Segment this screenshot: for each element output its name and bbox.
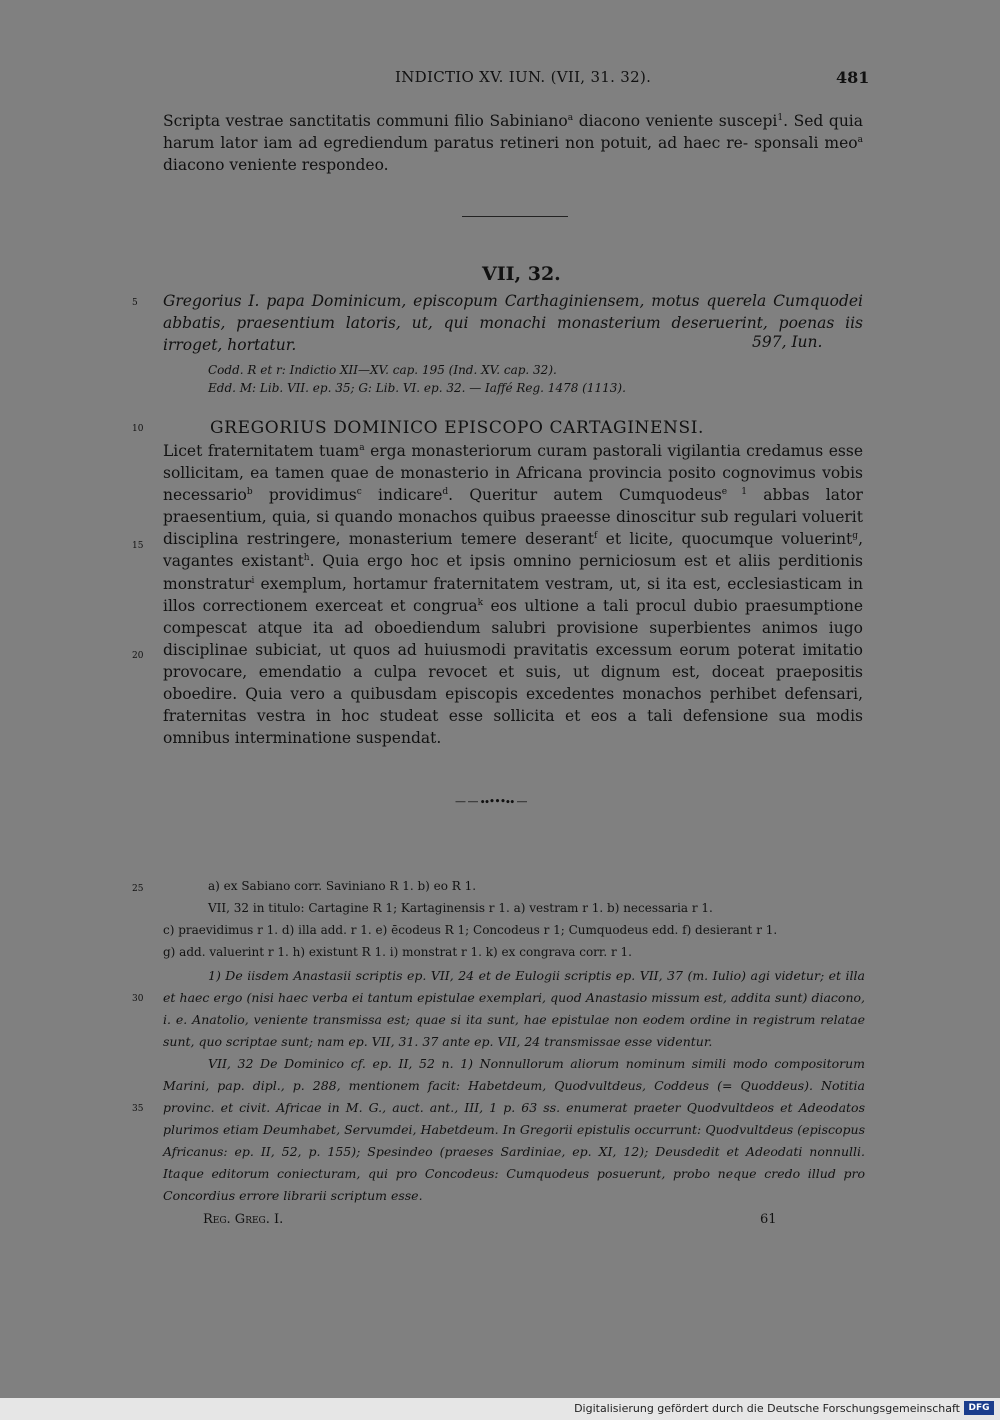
footnote-marker: k [477,597,484,608]
body-segment: exemplum, hortamur fraternitatem vestram, ut, si ita est, ecclesiasticam in illos correctionem exerceat et congrua [163,574,863,615]
letter-address: GREGORIUS DOMINICO EPISCOPO CARTAGINENSI. [210,418,705,438]
body-segment: Licet fraternitatem tuam [163,442,360,460]
footnote-marker: e 1 [721,487,748,498]
letter-number: VII, 32. [482,263,561,285]
line-number: 35 [132,1104,144,1114]
line-number: 10 [132,424,144,434]
body-segment: providimus [252,486,357,505]
prev-line1b: diacono veniente suscepi [578,112,778,130]
footnote-marker: i [251,575,255,586]
apparatus-line: g) add. valuerint r 1. h) existunt R 1. i) monstrat r 1. k) ex congrava corr. r 1. [163,945,632,959]
apparatus-line: VII, 32 in titulo: Cartagine R 1; Kartaginensis r 1. a) vestram r 1. b) necessaria r 1. [208,901,713,915]
line-number: 5 [132,298,138,308]
body-segment: et licite, quocumque voluerint [597,530,853,549]
historical-notes [163,965,865,1207]
footnote-marker: a [567,112,574,123]
note-2: VII, 32 De Dominico cf. ep. II, 52 n. 1) Nonnullorum aliorum nominum simili modo compositorum Marini, pap. dipl., p. 288, mentionem facit: Habetdeum, Quodvultdeus, Coddeus (= Quoddeus). Notitia provinc. et civit. Africae in M. G., auct. ant., III, 1 p. 63 ss. enumerat praeter Quodvultdeos et Adeodatos plurimos etiam Deumhabet, Servumdei, Habetdeum. In Gregorii epistulis occurrunt: Quodvultdeus (episcopus Africanus: ep. II, 52, p. 155); Spesindeo (praeses Sardiniae, ep. XI, 12); Deusdedit et Adeodati nonnulli. Itaque editorum coniecturam, qui pro Concodeus: Cumquodeus posuerunt, probo neque credo illud pro Concordius errore librarii scriptum esse. [163,1056,865,1203]
line-number: 20 [132,651,144,661]
body-segment: . Queritur autem Cumquodeus [448,486,722,505]
signature-right: 61 [760,1212,777,1227]
apparatus-line: c) praevidimus r 1. d) illa add. r 1. e) ēcodeus R 1; Concodeus r 1; Cumquodeus edd. f) desierant r 1. [163,923,778,937]
page-number: 481 [836,68,870,87]
footnote-marker: g [852,531,859,542]
body-segment: erga monasteriorum curam pastorali vigilantia credamus esse sollicitam, ea tamen quae de monasterio in Africana provincia posito cognovimus vobis necessario [163,442,864,505]
prev-line3a: sponsali meo [754,134,858,152]
prev-line1: Scripta vestrae sanctitatis communi filio Sabiniano [163,112,568,130]
footnote-marker: a [359,442,365,453]
body-segment: , vagantes existant [163,530,863,571]
body-segment: . Quia ergo hoc et ipsis omnino perniciosum est et aliis perditionis monstratur [163,552,863,593]
apparatus-line: a) ex Sabiano corr. Saviniano R 1. b) eo R 1. [208,879,477,893]
footnote-marker: d [442,487,449,498]
line-number: 25 [132,884,144,894]
footnote-marker: c [356,487,362,498]
running-title: INDICTIO XV. IUN. (VII, 31. 32). [395,68,652,86]
footnote-marker: b [246,487,253,498]
footnote-marker: h [303,553,310,564]
line-number: 15 [132,541,144,551]
section-divider [462,216,568,217]
line-number: 30 [132,994,144,1004]
body-segment: abbas lator praesentium, quia, si quando monachos quibus praeesse dinoscitur sub regulari voluerit disciplina restringere, monasterium temere deserant [163,486,863,549]
critical-apparatus [163,875,865,963]
footer-credit: Digitalisierung gefördert durch die Deutsche Forschungsgemeinschaft [574,1402,960,1415]
signature-left: Reg. Greg. I. [203,1212,284,1227]
footnote-marker: 1 [777,112,784,123]
dfg-logo: DFG [964,1401,994,1415]
letter-date: 597, Iun. [752,333,823,351]
editions-line: Edd. M: Lib. VII. ep. 35; G: Lib. VI. ep. 32. — Iaffé Reg. 1478 (1113). [208,381,626,395]
ornament-divider: — — ∙∙•••∙∙ — [455,795,527,808]
footer-bar [0,1398,1000,1420]
prev-line3b: diacono veniente respondeo. [163,156,389,174]
previous-letter-ending: Scripta vestrae sanctitatis communi filio Sabiniano$^a$ diacono veniente suscepi$^1$. Sed quia harum lator iam ad egrediendum paratus retineri non potuit, ad haec re- sponsali meo$^a$ diacono veniente respondeo. [163,112,864,174]
note-1: 1) De iisdem Anastasii scriptis ep. VII, 24 et de Eulogii scriptis ep. VII, 37 (m. Iulio) agi videtur; et illa et haec ergo (nisi haec verba ei tantum epistulae exemplari, quod Anastasio missum est, addita sunt) diacono, i. e. Anatolio, veniente transmissa est; quae si ita sunt, hae epistulae non eodem ordine in registrum relatae sunt, quo scriptae sunt; nam ep. VII, 31. 37 ante ep. VII, 24 transmissae esse videntur. [163,968,865,1049]
letter-body [163,440,863,749]
body-segment: indicare [361,486,443,505]
footnote-marker: f [594,531,598,542]
summary-text: Gregorius I. papa Dominicum, episcopum Carthaginiensem, motus querela Cumquodei abbatis, praesentium latoris, ut, qui monachi monasterium deseruerint, poenas iis irroget, hortatur. [163,292,863,354]
footnote-marker: a [857,134,863,145]
codices-line: Codd. R et r: Indictio XII—XV. cap. 195 (Ind. XV. cap. 32). [208,363,557,377]
prev-line2: Sed quia harum lator iam ad egrediendum paratus retineri non potuit, ad haec re- [163,112,864,152]
body-segment: eos ultione a tali procul dubio praesumptione compescat atque ita ad oboediendum salubri provisione superbientes animos iugo disciplinae subiciat, ut quos ad huiusmodi pravitatis excessum eorum poterat imitatio provocare, emendatio a culpa revocet et suis, ut dignum est, doceat praepositis oboedire. Quia vero a quibusdam episcopis excedentes monachos perhibet defensari, fraternitas vestra in hoc studeat esse sollicita et eos a tali defensione sua modis omnibus interminatione suspendat. [163,596,863,748]
